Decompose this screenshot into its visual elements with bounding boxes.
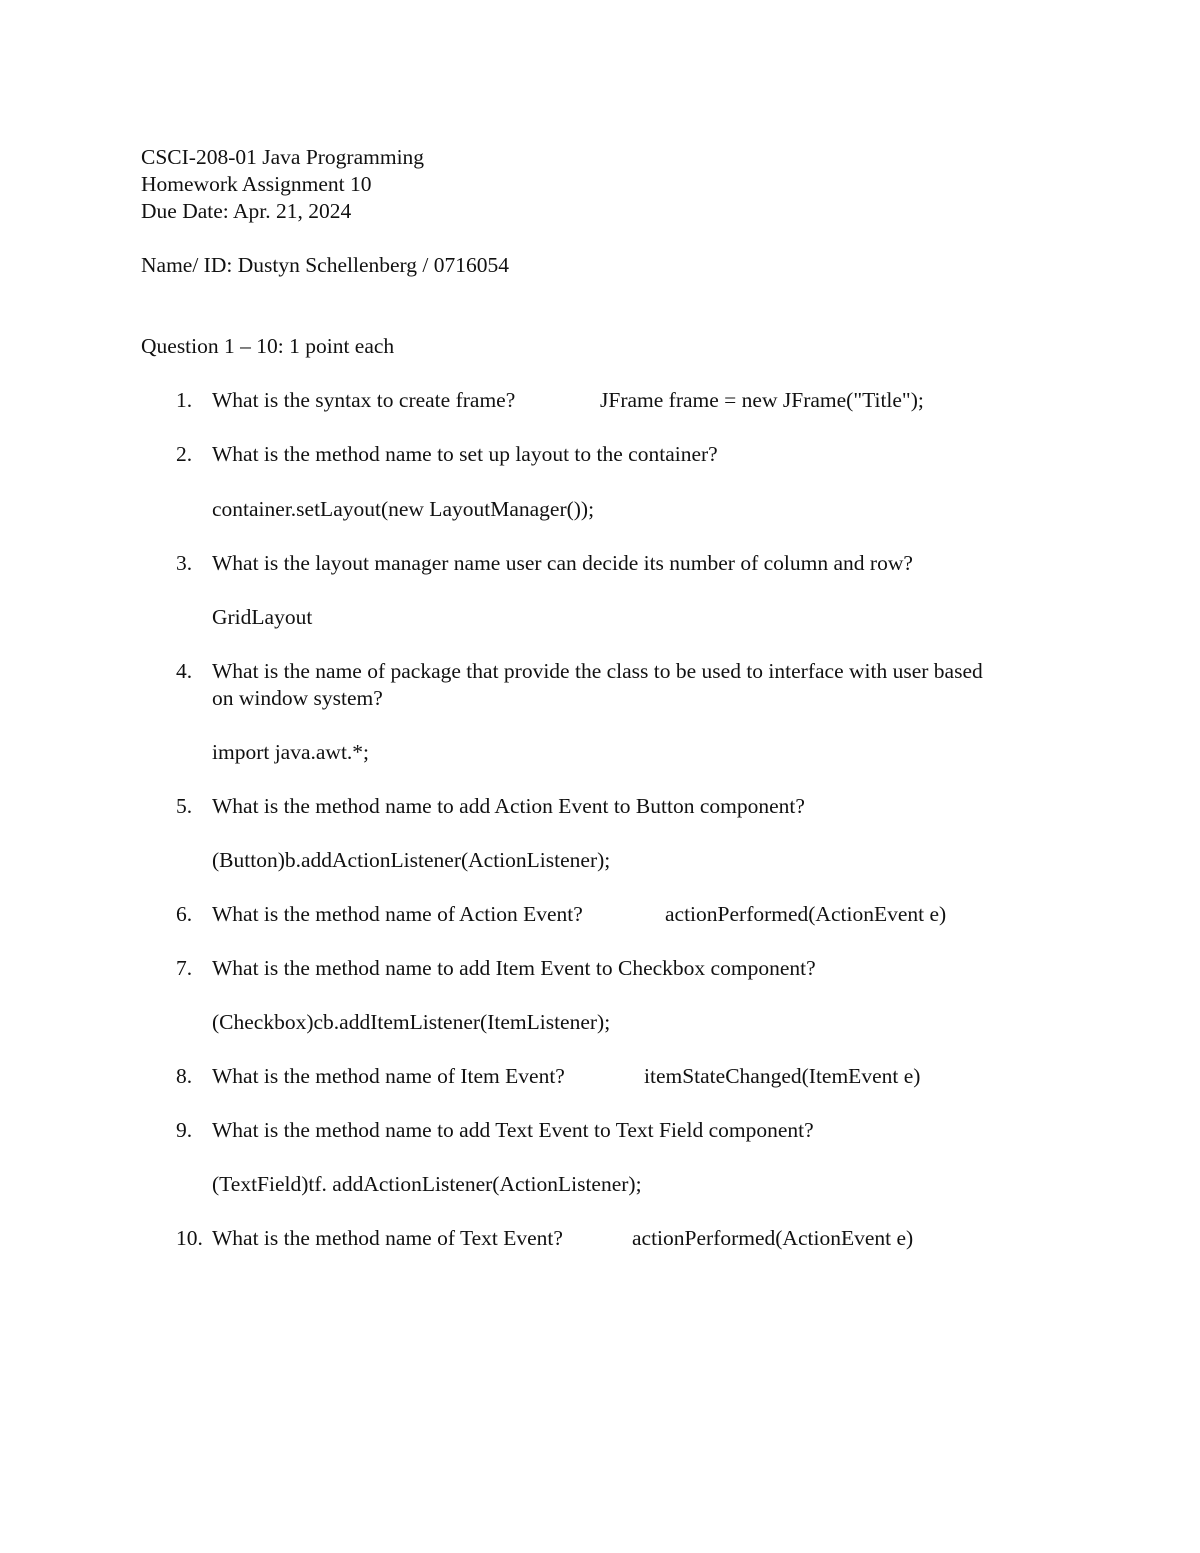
question-text: What is the method name of Text Event?: [212, 1226, 563, 1250]
answer-text: JFrame frame = new JFrame("Title");: [600, 388, 924, 412]
question-number: 9.: [176, 1118, 193, 1142]
answer-text: (Checkbox)cb.addItemListener(ItemListener);: [212, 1010, 611, 1034]
answer-text: actionPerformed(ActionEvent e): [632, 1226, 914, 1250]
question-number: 1.: [176, 388, 193, 412]
question-number: 4.: [176, 659, 193, 683]
question-text: What is the method name to add Item Event to Checkbox component?: [212, 956, 816, 980]
course-title: CSCI-208-01 Java Programming: [141, 145, 425, 169]
question-text: What is the name of package that provide the class to be used to interface with user based: [212, 659, 983, 683]
due-date: Due Date: Apr. 21, 2024: [141, 199, 352, 223]
question-text: What is the method name to set up layout to the container?: [212, 442, 718, 466]
answer-text: GridLayout: [212, 605, 313, 629]
question-text: What is the method name of Action Event?: [212, 902, 583, 926]
question-number: 2.: [176, 442, 193, 466]
answer-text: container.setLayout(new LayoutManager());: [212, 497, 595, 521]
question-number: 5.: [176, 794, 193, 818]
question-text: What is the method name to add Action Event to Button component?: [212, 794, 805, 818]
question-number: 8.: [176, 1064, 193, 1088]
section-heading: Question 1 – 10: 1 point each: [141, 334, 395, 358]
answer-text: actionPerformed(ActionEvent e): [665, 902, 947, 926]
question-text: What is the method name of Item Event?: [212, 1064, 565, 1088]
question-number: 7.: [176, 956, 193, 980]
question-text: What is the method name to add Text Event to Text Field component?: [212, 1118, 814, 1142]
question-text: What is the syntax to create frame?: [212, 388, 516, 412]
answer-text: import java.awt.*;: [212, 740, 370, 764]
question-text: What is the layout manager name user can decide its number of column and row?: [212, 551, 913, 575]
assignment-title: Homework Assignment 10: [141, 172, 372, 196]
question-number: 3.: [176, 551, 193, 575]
question-text-continued: on window system?: [212, 686, 383, 710]
answer-text: (Button)b.addActionListener(ActionListener);: [212, 848, 611, 872]
question-number: 10.: [176, 1226, 203, 1250]
name-id: Name/ ID: Dustyn Schellenberg / 0716054: [141, 253, 510, 277]
answer-text: itemStateChanged(ItemEvent e): [644, 1064, 921, 1088]
question-number: 6.: [176, 902, 193, 926]
answer-text: (TextField)tf. addActionListener(ActionListener);: [212, 1172, 642, 1196]
